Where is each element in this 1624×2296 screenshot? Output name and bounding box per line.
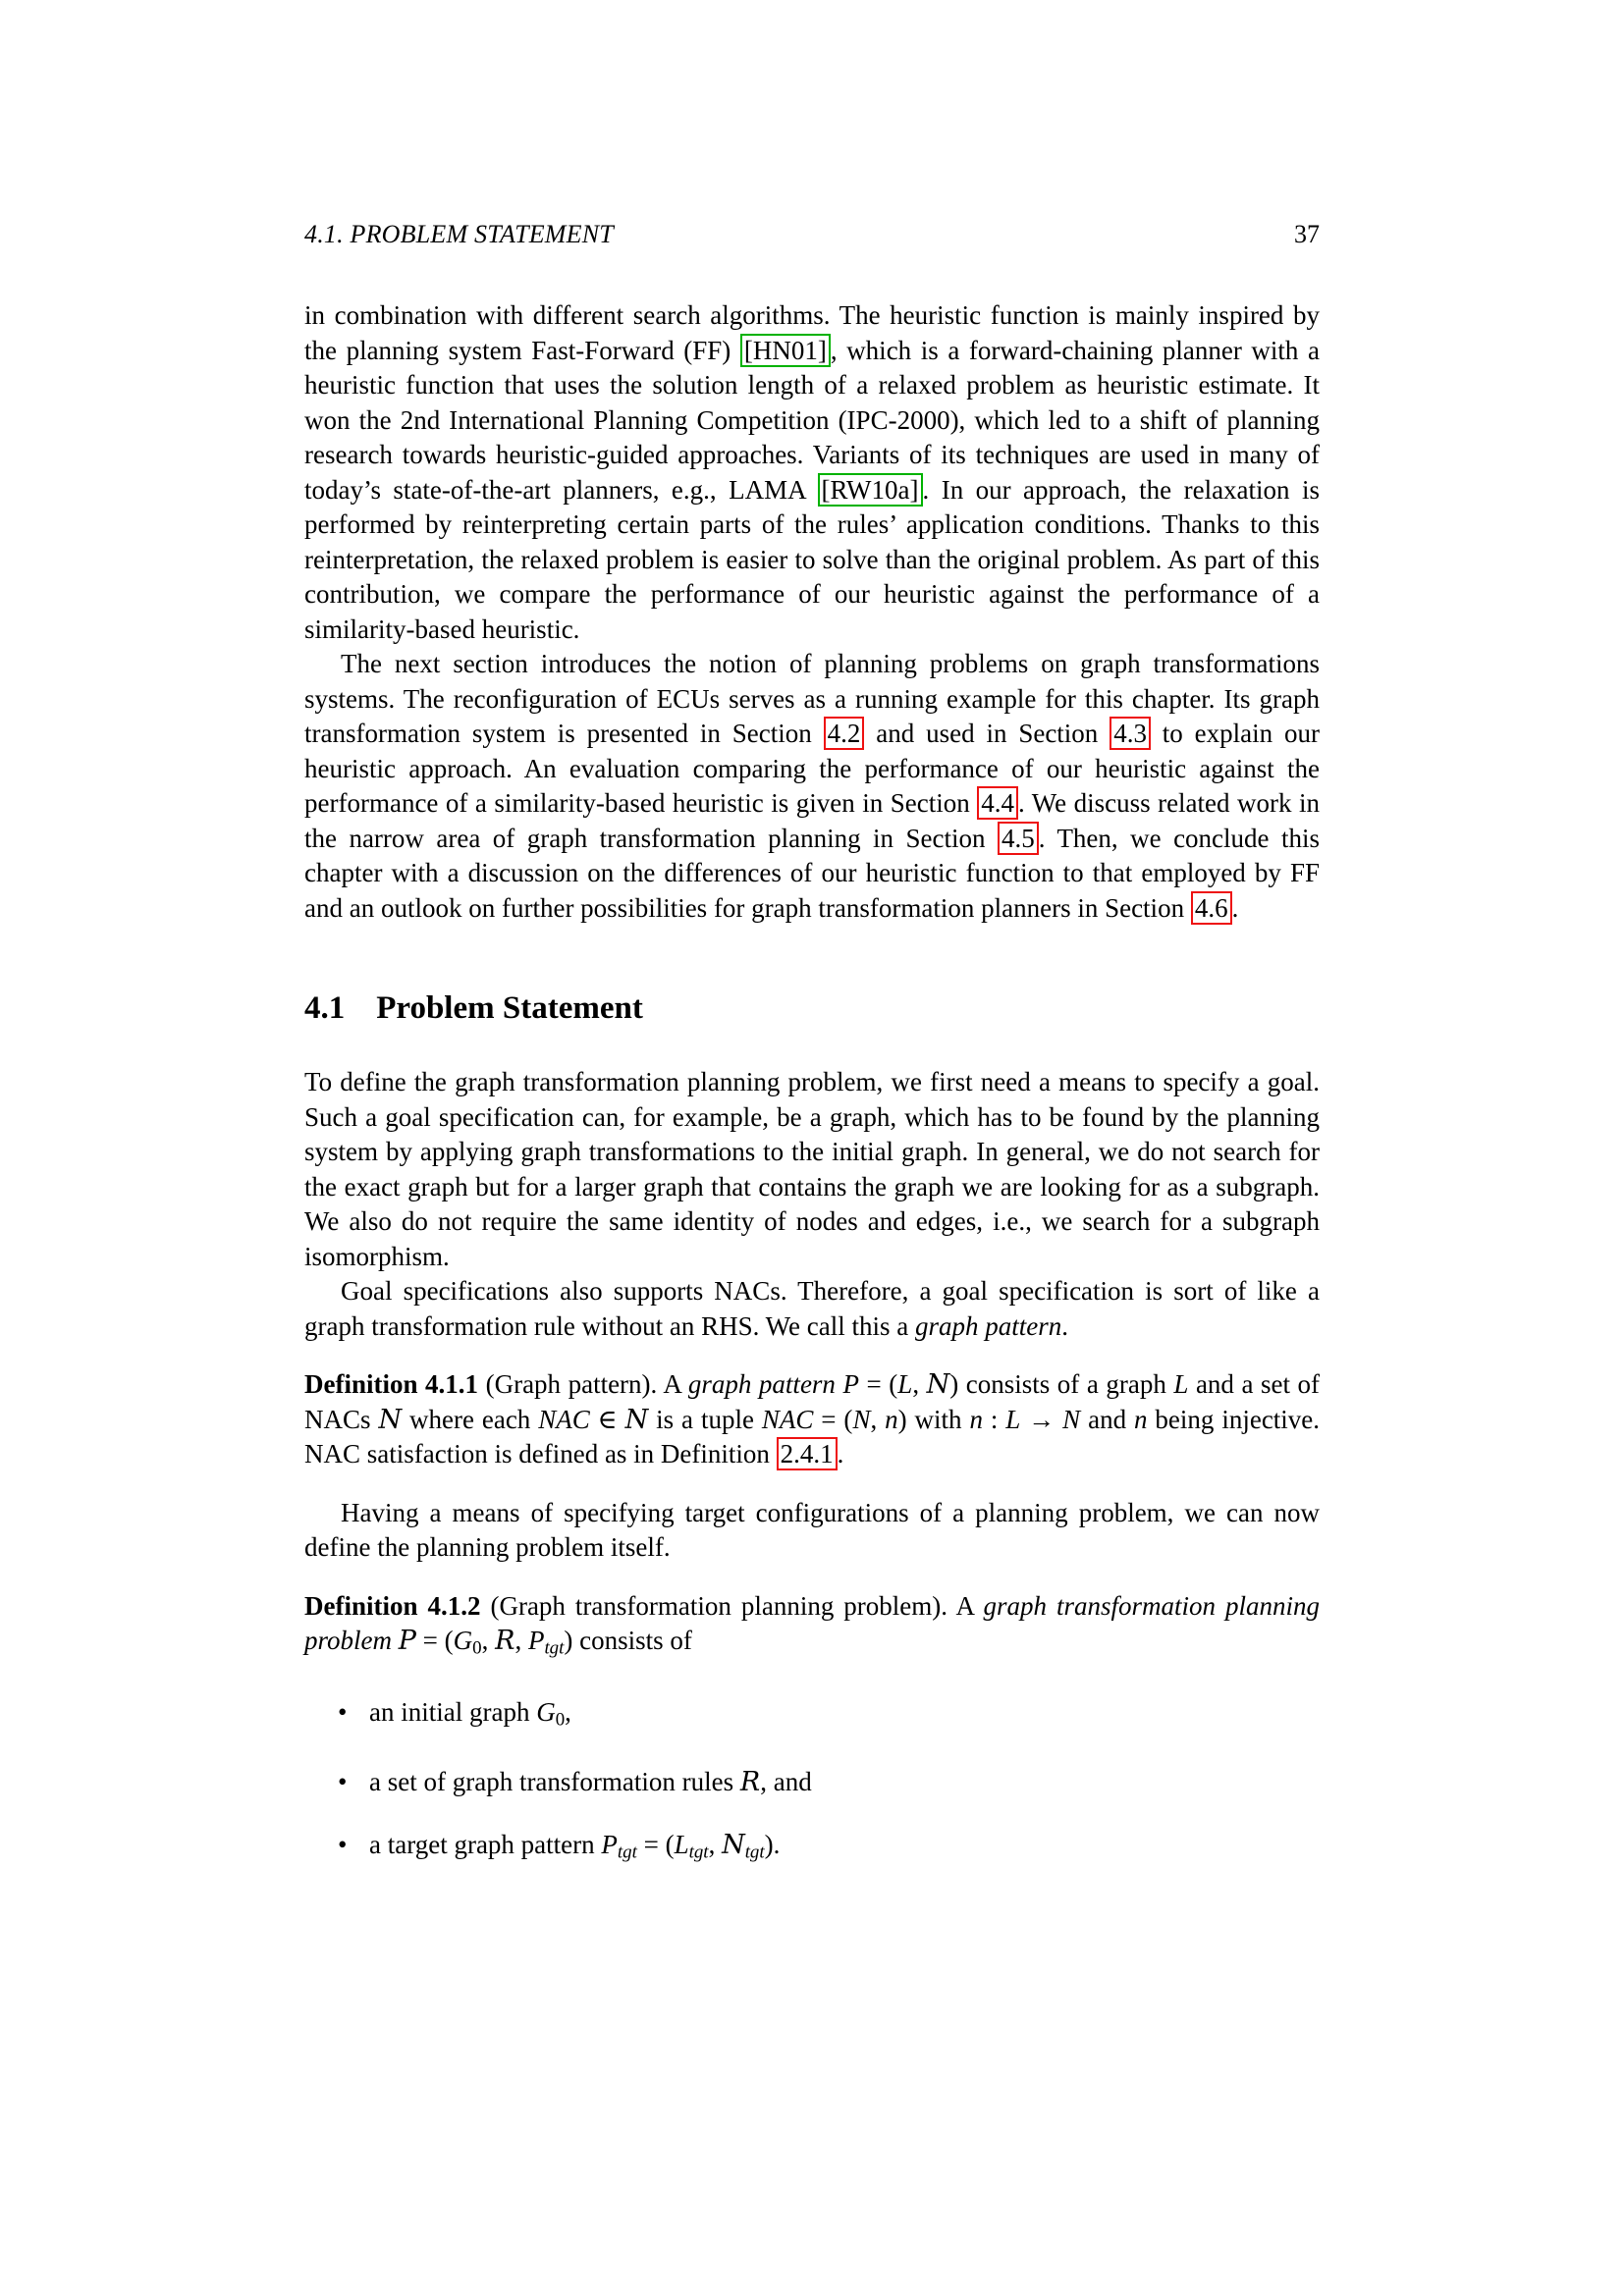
math-variable: N [1062,1404,1081,1434]
math-script-symbol: N [722,1829,745,1860]
math-variable: n [885,1404,898,1434]
section-heading [304,988,1320,1028]
section-ref-link[interactable]: 4.6 [1191,891,1232,925]
text-run: is a tuple [648,1404,762,1434]
text-run: . Then, we conclude this chapter with a discussion on the differences of our heuristic function to that employed by FF and an outlook on further possibilities for graph transformation planners in Section [304,823,1321,923]
math-variable: NAC [761,1404,814,1434]
math-script-symbol: N [926,1369,950,1400]
text-run: = ( [636,1829,675,1859]
text-run: . [1231,892,1239,923]
math-variable: G [536,1697,556,1728]
emphasis-text: graph transformation planning problem [304,1590,1320,1655]
text-run: (Graph transformation planning problem). A [480,1590,984,1621]
paragraph [304,647,1320,926]
paragraph [304,298,1320,647]
math-variable: N [852,1404,871,1434]
text-run: and [1080,1404,1135,1434]
list-item [304,1765,1320,1800]
text-run: a target graph pattern [369,1829,602,1859]
running-header [304,218,1320,251]
text-run: . [837,1439,844,1468]
math-variable: L [897,1369,913,1399]
math-variable: n [1134,1404,1148,1434]
citation-link[interactable]: [RW10a] [818,473,923,507]
text-run: and used in Section [864,719,1110,748]
text-run [392,1626,399,1655]
section-number: 4.1 [304,990,346,1026]
text-run: To define the graph transformation planning problem, we first need a means to specify a goal. Such a goal specification can, for example, be a graph, which has to be found by the planning system by applying graph transformations to the initial graph. In general, we do not search for the exact graph but for a larger graph that contains the graph we are looking for as a subgraph. We also do not require the same identity of nodes and edges, i.e., we search for a subgraph isomorphism. [304,1067,1320,1271]
text-run: = ( [813,1404,853,1434]
math-variable: P [527,1626,545,1655]
list-item [304,1695,1320,1737]
page-body [304,298,1320,1870]
text-run: to explain our heuristic approach. An evaluation comparing the performance of our heuristic against the performance of a similarity-based heuristic is given in Section [304,719,1321,818]
text-run: , [708,1829,723,1859]
text-run: , [565,1697,571,1728]
text-run: , and [760,1767,812,1797]
list-item [304,1828,1320,1870]
emphasis-text: graph pattern [914,1310,1062,1341]
text-run: , [912,1369,927,1399]
bullet-marker: • [338,1829,348,1859]
math-subscript: tgt [688,1842,709,1863]
section-ref-link[interactable]: 4.5 [998,822,1039,855]
text-run: → [1020,1404,1063,1434]
math-variable: L [1173,1369,1189,1399]
math-script-symbol: R [739,1767,761,1798]
definition-label: Definition 4.1.2 [304,1590,481,1621]
math-script-symbol: P [398,1626,416,1656]
text-run: a set of graph transformation rules [369,1767,740,1797]
text-run: in combination with different search algorithms. The heuristic function is mainly inspired by the planning system Fast-Forward (FF) [304,300,1320,365]
math-subscript: tgt [744,1842,765,1863]
definition-block [304,1367,1320,1472]
text-run: ∈ [589,1404,625,1434]
math-variable: n [969,1404,983,1434]
bullet-list [304,1695,1320,1870]
text-run: Having a means of specifying target configurations of a planning problem, we can now define the planning problem itself. [304,1497,1320,1562]
math-subscript: tgt [544,1637,565,1659]
math-variable: NAC [538,1404,590,1434]
section-ref-link[interactable]: 2.4.1 [777,1437,838,1470]
text-run: . We discuss related work in the narrow area of graph transformation planning in Section [304,788,1321,853]
text-run: ) with [897,1404,970,1434]
text-run: : [982,1404,1006,1434]
text-run: (Graph pattern). A [478,1369,688,1399]
citation-link[interactable]: [HN01] [740,334,831,367]
paragraph [304,1274,1320,1344]
text-run: , [481,1626,496,1655]
math-subscript: 0 [472,1637,482,1659]
text-run: . In our approach, the relaxation is performed by reinterpreting certain parts of the rules’ application conditions. Thanks to this reinterpretation, the relaxed problem is easier to solve than the original problem. As part of this contribution, we compare the performance of our heuristic against the performance of a similarity-based heuristic. [304,474,1320,644]
running-title: 4.1. PROBLEM STATEMENT [304,220,614,248]
section-ref-link[interactable]: 4.2 [824,717,865,750]
text-run: an initial graph [369,1697,537,1728]
page-number: 37 [1294,220,1320,248]
text-run: being injective. NAC satisfaction is defined as in Definition [304,1404,1321,1468]
math-variable: P [601,1829,618,1859]
text-run: , which is a forward-chaining planner with a heuristic function that uses the solution length of a relaxed problem as heuristic estimate. It won the 2nd International Planning Competition (IPC-2000), which led to a shift of planning research towards heuristic-guided approaches. Variants of its techniques are used in many of today’s state-of-the-art planners, e.g., LAMA [304,335,1320,505]
text-run: , [514,1626,528,1655]
math-variable: L [1005,1404,1021,1434]
paragraph [304,1065,1320,1274]
text-run: = ( [415,1626,454,1655]
text-run: Goal specifications also supports NACs. Therefore, a goal specification is sort of like a graph transformation rule without an RHS. We call this a [304,1276,1320,1341]
paragraph [304,1496,1320,1566]
math-subscript: tgt [617,1842,637,1863]
section-ref-link[interactable]: 4.4 [977,786,1018,820]
text-run: , [870,1404,886,1434]
math-subscript: 0 [555,1709,566,1731]
math-script-symbol: N [624,1404,649,1435]
text-run: The next section introduces the notion of planning problems on graph transformations systems. The reconfiguration of ECUs serves as a running example for this chapter. Its graph transformation system is presented in Section [304,649,1320,748]
text-run: ) consists of [564,1626,692,1655]
math-variable: G [453,1626,473,1655]
definition-label: Definition 4.1.1 [304,1369,479,1399]
math-variable: L [674,1829,689,1859]
emphasis-text: graph pattern [687,1369,836,1399]
definition-block [304,1589,1320,1667]
text-run: . [1061,1310,1068,1341]
bullet-marker: • [338,1767,348,1797]
math-variable: P [842,1369,859,1399]
text-run: = ( [858,1369,898,1399]
math-script-symbol: R [495,1626,515,1656]
text-run: where each [402,1404,539,1434]
text-run: and a set of NACs [304,1369,1321,1434]
text-run: ) consists of a graph [949,1369,1174,1399]
bullet-marker: • [338,1697,348,1728]
text-run: ). [764,1829,781,1859]
section-title: Problem Statement [376,990,643,1026]
math-script-symbol: N [378,1404,403,1435]
section-ref-link[interactable]: 4.3 [1110,717,1151,750]
